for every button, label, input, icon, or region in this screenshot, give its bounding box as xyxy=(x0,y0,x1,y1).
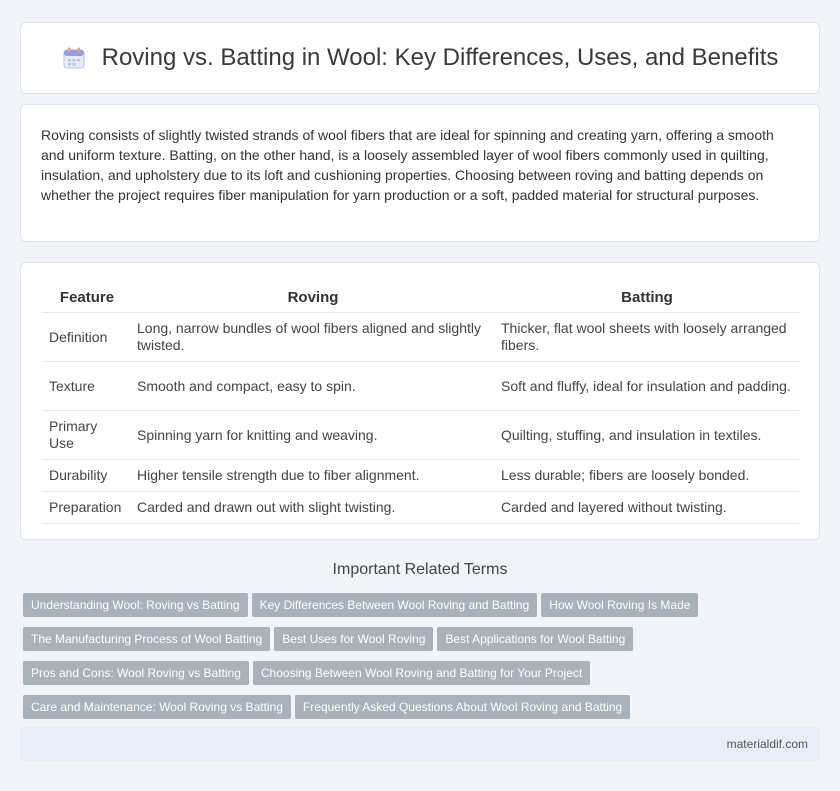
batting-cell: Carded and layered without twisting. xyxy=(495,492,799,524)
related-tag-link[interactable]: Best Uses for Wool Roving xyxy=(274,627,433,651)
related-tags xyxy=(23,593,823,729)
header-batting: Batting xyxy=(495,283,799,313)
batting-cell: Thicker, flat wool sheets with loosely arranged fibers. xyxy=(495,313,799,362)
batting-cell: Quilting, stuffing, and insulation in textiles. xyxy=(495,411,799,460)
table-header-row xyxy=(43,283,799,313)
batting-cell: Less durable; fibers are loosely bonded. xyxy=(495,460,799,492)
page-header xyxy=(20,22,820,94)
table-row xyxy=(43,411,799,460)
batting-cell: Soft and fluffy, ideal for insulation and padding. xyxy=(495,362,799,411)
feature-cell: Primary Use xyxy=(43,411,131,460)
feature-cell: Texture xyxy=(43,362,131,411)
related-tag-link[interactable]: Choosing Between Wool Roving and Batting for Your Project xyxy=(253,661,590,685)
comparison-table-card xyxy=(20,262,820,540)
footer xyxy=(20,727,820,761)
intro-text: Roving consists of slightly twisted strands of wool fibers that are ideal for spinning and creating yarn, offering a smooth and uniform texture. Batting, on the other hand, is a loosely assembled layer of wool fibers commonly used in quilting, insulation, and upholstery due to its loft and cushioning properties. Choosing between roving and batting depends on whether the project requires fiber manipulation for yarn production or a soft, padded material for structural purposes. xyxy=(41,127,774,203)
table-row xyxy=(43,362,799,411)
related-tag-link[interactable]: Key Differences Between Wool Roving and Batting xyxy=(252,593,538,617)
related-tag-link[interactable]: How Wool Roving Is Made xyxy=(541,593,698,617)
roving-cell: Smooth and compact, easy to spin. xyxy=(131,362,495,411)
related-tag-link[interactable]: Best Applications for Wool Batting xyxy=(437,627,633,651)
roving-cell: Carded and drawn out with slight twisting. xyxy=(131,492,495,524)
table-row xyxy=(43,492,799,524)
table-row xyxy=(43,460,799,492)
roving-cell: Spinning yarn for knitting and weaving. xyxy=(131,411,495,460)
feature-cell: Definition xyxy=(43,313,131,362)
page-title: Roving vs. Batting in Wool: Key Differences, Uses, and Benefits xyxy=(101,44,779,71)
related-tag-link[interactable]: Frequently Asked Questions About Wool Roving and Batting xyxy=(295,695,630,719)
header-roving: Roving xyxy=(131,283,495,313)
intro-section xyxy=(20,104,820,242)
related-tag-link[interactable]: The Manufacturing Process of Wool Batting xyxy=(23,627,270,651)
related-tag-link[interactable]: Care and Maintenance: Wool Roving vs Batting xyxy=(23,695,291,719)
table-row xyxy=(43,313,799,362)
header-feature: Feature xyxy=(43,283,131,313)
related-terms-title: Important Related Terms xyxy=(332,561,508,578)
footer-site[interactable]: materialdif.com xyxy=(726,737,808,751)
related-tag-link[interactable]: Pros and Cons: Wool Roving vs Batting xyxy=(23,661,249,685)
related-tag-link[interactable]: Understanding Wool: Roving vs Batting xyxy=(23,593,248,617)
feature-cell: Durability xyxy=(43,460,131,492)
roving-cell: Higher tensile strength due to fiber alignment. xyxy=(131,460,495,492)
feature-cell: Preparation xyxy=(43,492,131,524)
calendar-icon xyxy=(62,46,86,70)
roving-cell: Long, narrow bundles of wool fibers aligned and slightly twisted. xyxy=(131,313,495,362)
comparison-table xyxy=(43,283,799,524)
